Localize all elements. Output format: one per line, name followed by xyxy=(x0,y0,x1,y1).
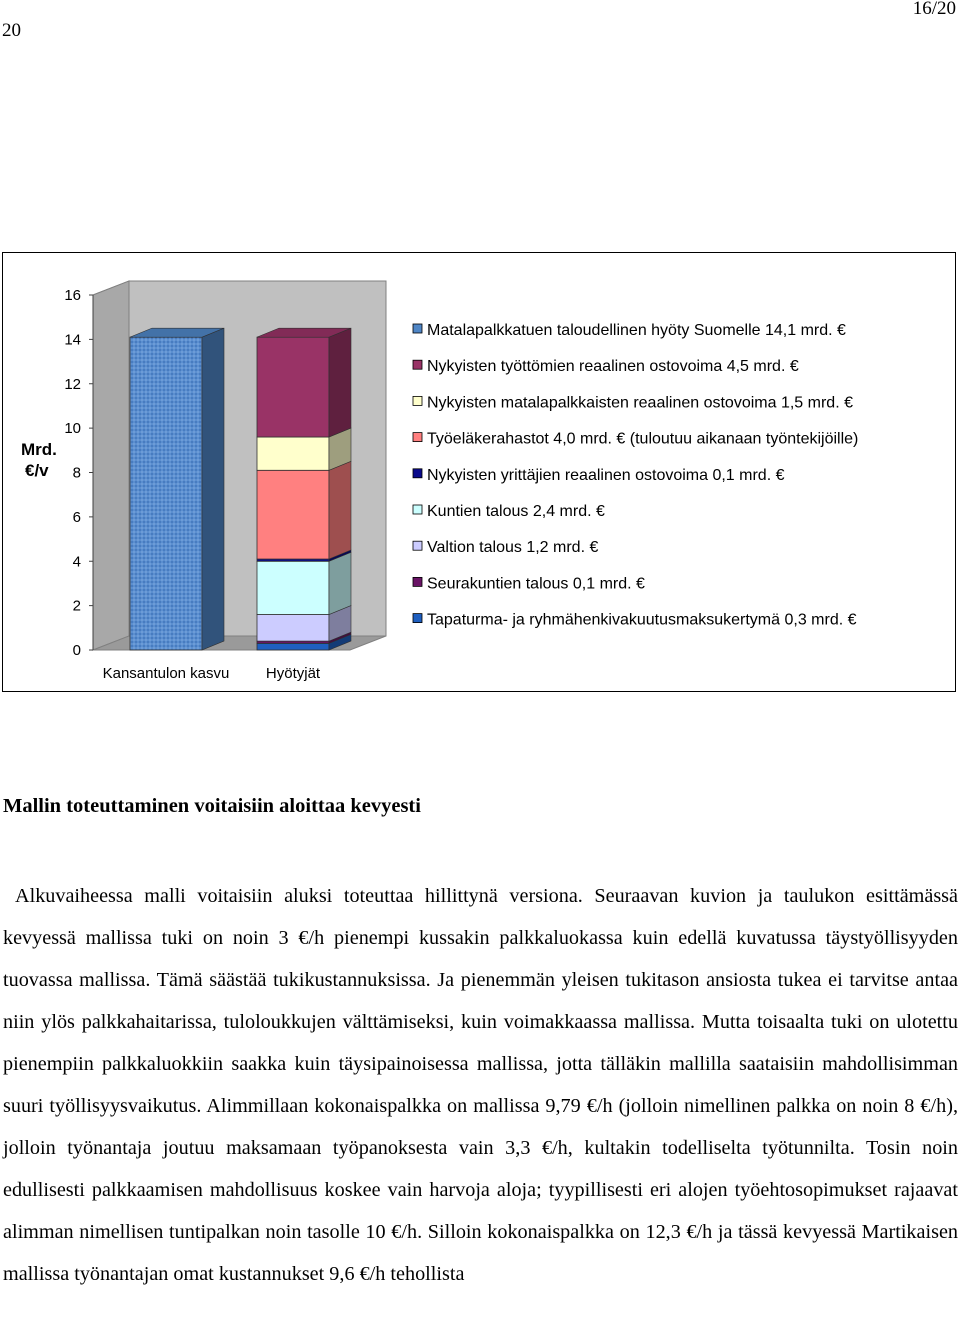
section-heading: Mallin toteuttaminen voitaisiin aloittaa kevyesti xyxy=(3,795,421,817)
y-tick-label: 8 xyxy=(72,464,81,482)
bar-segment xyxy=(257,337,329,437)
x-category-label: Hyötyjät xyxy=(265,665,321,682)
body-text xyxy=(3,875,958,1295)
legend-swatch xyxy=(413,360,422,369)
legend-label: Tapaturma- ja ryhmähenkivakuutusmaksukertymä 0,3 mrd. € xyxy=(427,611,857,629)
y-tick-label: 0 xyxy=(72,642,81,659)
y-tick-label: 10 xyxy=(64,420,81,438)
legend-label: Valtion talous 1,2 mrd. € xyxy=(427,539,599,557)
bar-segment-side xyxy=(329,328,351,437)
legend-swatch xyxy=(413,433,422,442)
legend-label: Matalapalkkatuen taloudellinen hyöty Suomelle 14,1 mrd. € xyxy=(427,322,846,339)
bar-segment xyxy=(257,470,329,559)
page-number-left: 20 xyxy=(2,20,21,41)
y-tick-label: 4 xyxy=(72,553,81,571)
legend-swatch xyxy=(413,614,422,623)
legend-label: Nykyisten työttömien reaalinen ostovoima 4,5 mrd. € xyxy=(427,358,799,376)
legend-swatch xyxy=(413,505,422,514)
x-category-label: Kansantulon kasvu xyxy=(102,665,230,682)
y-axis-label-line-1: Mrd. xyxy=(21,440,57,459)
legend-label: Kuntien talous 2,4 mrd. € xyxy=(427,503,605,520)
bar-segment xyxy=(130,337,202,650)
bar-segment-side xyxy=(202,328,224,650)
legend-swatch xyxy=(413,577,422,586)
paragraph: Alkuvaiheessa malli voitaisiin aluksi toteuttaa hillittynä versiona. Seuraavan kuvion ja taulukon esittämässä kevyessä mallissa tuki on noin 3 €/h pienempi kussakin palkkaluokassa kuin edellä kuvatussa täystyöllisyyden tuovassa mallissa. Tämä säästää tukikustannuksissa. Ja pienemmän yleisen tukitason ansiosta tukea ei tarvitse antaa niin ylös palkkahaitarissa, tuloloukkujen välttämiseksi, kuin voimakkaassa mallissa. Mutta toisaalta tuki on ulotettu pienempiin palkkaluokkiin saakka kuin täysipainoisessa mallissa, jotta tälläkin mallilla saataisiin mahdollisimman suuri työllisyysvaikutus. Alimmillaan kokonaispalkka on mallissa 9,79 €/h (jolloin nimellinen palkka on noin 8 €/h), jolloin työnantaja joutuu maksamaan työpanoksesta vain 3,3 €/h, kultakin todelliselta työtunnilta. Tosin noin edullisesti palkkaamisen mahdollisuus koskee vain harvoja aloja; tyypillisesti eri alojen työehtosopimukset rajaavat alimman nimellisen tuntipalkan noin tasolle 10 €/h. Silloin kokonaispalkka on 12,3 €/h ja tässä kevyessä Martikaisen mallissa työnantajan omat kustannukset 9,6 €/h tehollista xyxy=(3,885,958,1285)
y-tick-label: 6 xyxy=(72,508,81,526)
page-number-right: 16/20 xyxy=(912,0,956,19)
y-tick-label: 14 xyxy=(64,331,81,349)
legend-swatch xyxy=(413,469,422,478)
chart-side-wall xyxy=(93,281,129,650)
bar-segment xyxy=(257,437,329,470)
bar-segment xyxy=(257,643,329,650)
y-tick-label: 2 xyxy=(72,597,81,615)
legend-label: Työeläkerahastot 4,0 mrd. € (tuloutuu aikanaan työntekijöille) xyxy=(427,430,859,448)
bar-segment-side xyxy=(329,461,351,559)
legend-swatch xyxy=(413,396,422,405)
y-tick-label: 12 xyxy=(64,375,81,393)
y-tick-label: 16 xyxy=(64,287,81,304)
bar-segment xyxy=(257,615,329,642)
legend-swatch xyxy=(413,541,422,550)
y-axis-label-line-2: €/v xyxy=(25,461,49,480)
legend-label: Seurakuntien talous 0,1 mrd. € xyxy=(427,575,645,593)
legend-label: Nykyisten matalapalkkaisten reaalinen ostovoima 1,5 mrd. € xyxy=(427,394,853,412)
stacked-bar-chart xyxy=(3,253,957,693)
bar-segment-side xyxy=(329,552,351,614)
legend-label: Nykyisten yrittäjien reaalinen ostovoima 0,1 mrd. € xyxy=(427,466,785,484)
bar-segment xyxy=(257,561,329,614)
chart-frame xyxy=(2,252,956,692)
legend-swatch xyxy=(413,324,422,333)
